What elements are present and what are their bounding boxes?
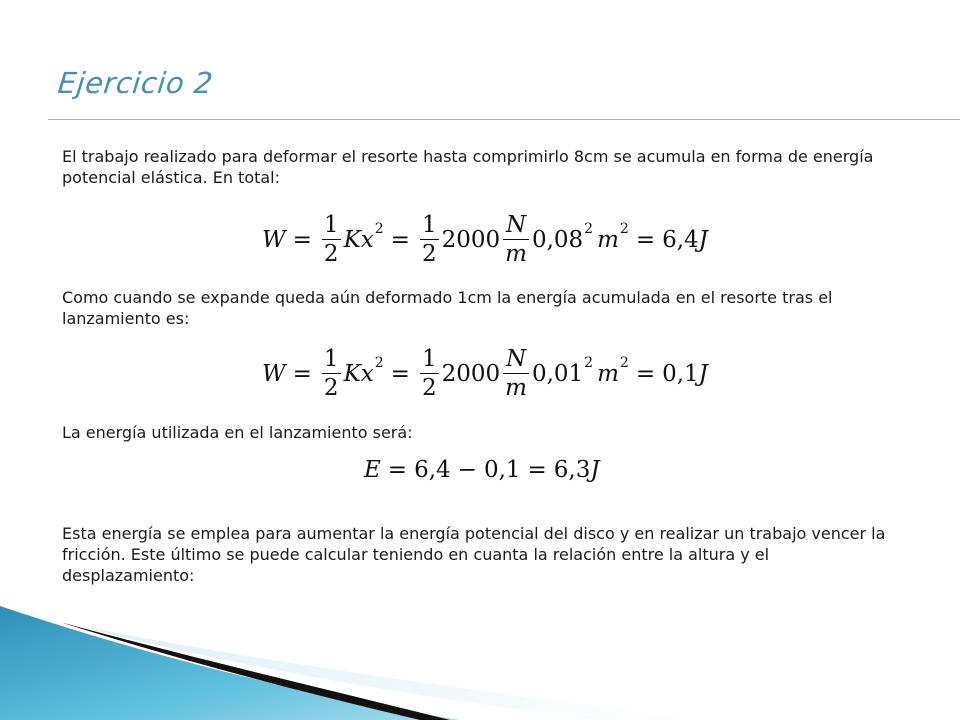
eq1-k-value: 2000 bbox=[441, 226, 501, 253]
eq1-frac2-den: 2 bbox=[421, 241, 437, 267]
eq2-unit-den: m bbox=[505, 375, 527, 401]
eq2-x: x bbox=[360, 360, 374, 387]
paragraph-3: La energía utilizada en el lanzamiento será: bbox=[62, 423, 413, 442]
eq3-term-b: 0,1 bbox=[483, 457, 521, 483]
eq2-equals-c: = bbox=[635, 360, 656, 387]
eq2-k: K bbox=[343, 360, 361, 387]
eq2-unit-num: N bbox=[505, 346, 527, 372]
eq2-frac2-den: 2 bbox=[421, 375, 437, 401]
slide-title: Ejercicio 2 bbox=[56, 66, 215, 100]
eq2-unit: m bbox=[597, 360, 619, 387]
eq1-unit-exp: 2 bbox=[619, 220, 629, 237]
eq2-result: 0,1 bbox=[662, 360, 699, 387]
eq2-frac-num: 1 bbox=[323, 346, 339, 372]
eq1-unit: m bbox=[597, 226, 619, 253]
eq1-unit-den: m bbox=[505, 241, 527, 267]
eq3-equals-b: = bbox=[527, 457, 547, 483]
eq1-x-exp: 2 bbox=[374, 220, 384, 237]
eq2-unit-exp: 2 bbox=[619, 354, 629, 371]
eq3-result-unit: J bbox=[590, 457, 600, 483]
paragraph-1: El trabajo realizado para deformar el resorte hasta comprimirlo 8cm se acumula en forma de energía potencial elástica. En total: bbox=[62, 147, 874, 187]
eq2-frac2-num: 1 bbox=[421, 346, 437, 372]
eq2-equals-b: = bbox=[390, 360, 410, 387]
eq1-result: 6,4 bbox=[662, 226, 699, 253]
eq1-frac-den: 2 bbox=[323, 241, 339, 267]
eq1-equals-c: = bbox=[635, 226, 656, 253]
eq1-equals-a: = bbox=[292, 226, 312, 253]
eq1-frac2-num: 1 bbox=[421, 212, 437, 238]
paragraph-2: Como cuando se expande queda aún deformado 1cm la energía acumulada en el resorte tras el lanzamiento es: bbox=[62, 288, 833, 328]
eq3-minus: − bbox=[457, 457, 477, 483]
eq2-displacement: 0,01 bbox=[531, 360, 584, 387]
eq1-displacement: 0,08 bbox=[531, 226, 584, 253]
eq1-equals-b: = bbox=[390, 226, 410, 253]
paragraph-4: Esta energía se emplea para aumentar la energía potencial del disco y en realizar un trabajo vencer la fricción. Este último se puede calcular teniendo en cuanta la relación entre la altura y el desplazamiento: bbox=[62, 524, 886, 585]
teal-wave bbox=[0, 606, 460, 720]
eq2-result-unit: J bbox=[698, 360, 708, 387]
eq2-disp-exp: 2 bbox=[584, 354, 594, 371]
eq2-lhs: W bbox=[262, 360, 286, 387]
eq1-k: K bbox=[343, 226, 361, 253]
eq1-unit-num: N bbox=[505, 212, 527, 238]
eq3-term-a: 6,4 bbox=[414, 457, 451, 483]
eq1-x: x bbox=[360, 226, 374, 253]
eq1-frac-num: 1 bbox=[323, 212, 339, 238]
eq1-lhs: W bbox=[262, 226, 286, 253]
eq2-frac-den: 2 bbox=[323, 375, 339, 401]
eq2-k-value: 2000 bbox=[441, 360, 501, 387]
eq2-x-exp: 2 bbox=[374, 354, 384, 371]
eq3-equals-a: = bbox=[387, 457, 408, 483]
eq3-lhs: E bbox=[364, 457, 381, 483]
eq1-disp-exp: 2 bbox=[584, 220, 594, 237]
eq2-equals-a: = bbox=[292, 360, 312, 387]
eq1-result-unit: J bbox=[698, 226, 708, 253]
eq3-result: 6,3 bbox=[553, 457, 591, 483]
